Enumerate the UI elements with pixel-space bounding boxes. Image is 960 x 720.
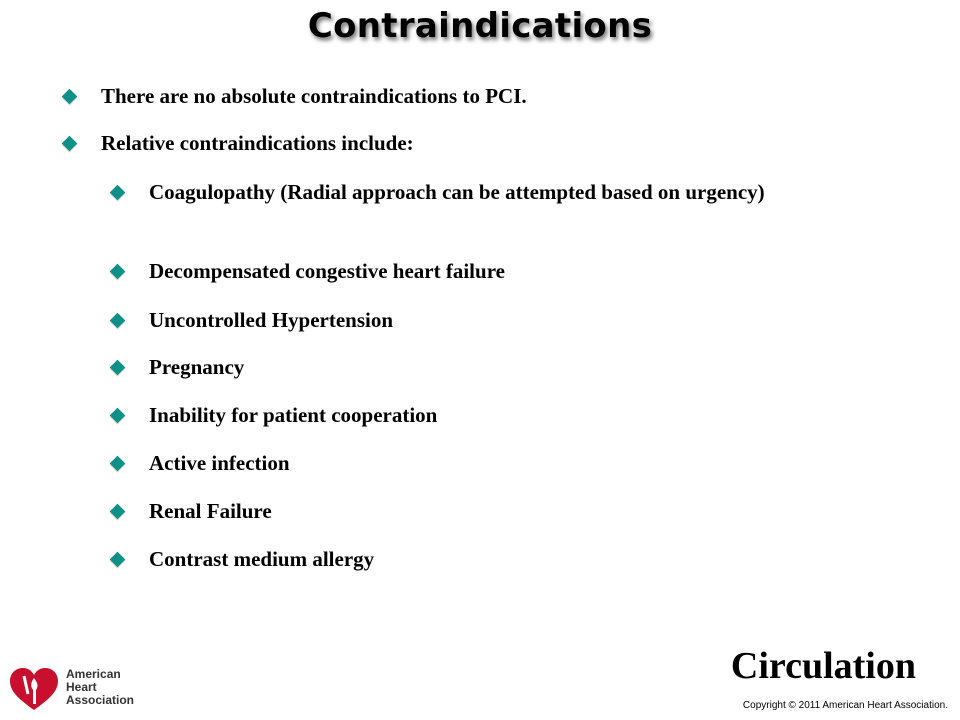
bullet-text: Pregnancy bbox=[149, 355, 245, 379]
bullet-text: Relative contraindications include: bbox=[101, 131, 414, 155]
diamond-bullet-icon bbox=[110, 313, 126, 329]
diamond-bullet-icon bbox=[110, 360, 126, 376]
slide-title: Contraindications bbox=[307, 6, 653, 46]
bullet-text: Decompensated congestive heart failure bbox=[149, 259, 505, 283]
bullet-item bbox=[149, 449, 849, 477]
copyright-notice: Copyright © 2011 American Heart Association. bbox=[742, 700, 948, 711]
bullet-item bbox=[149, 306, 849, 334]
bullet-item bbox=[149, 401, 849, 429]
aha-logo-text bbox=[66, 668, 134, 707]
aha-logo bbox=[6, 664, 146, 714]
diamond-bullet-icon bbox=[110, 185, 126, 201]
heart-torch-icon bbox=[6, 664, 62, 714]
diamond-bullet-icon bbox=[110, 456, 126, 472]
diamond-bullet-icon bbox=[110, 264, 126, 280]
logo-line: Association bbox=[66, 693, 135, 707]
diamond-bullet-icon bbox=[62, 136, 78, 152]
bullet-item bbox=[149, 257, 849, 285]
bullet-text: There are no absolute contraindications to PCI. bbox=[101, 84, 527, 108]
bullet-text: Contrast medium allergy bbox=[149, 547, 375, 571]
logo-line: Heart bbox=[66, 680, 97, 694]
bullet-item bbox=[149, 545, 849, 573]
bullet-item bbox=[101, 129, 901, 157]
diamond-bullet-icon bbox=[110, 408, 126, 424]
logo-line: American bbox=[66, 667, 121, 681]
bullet-item bbox=[101, 82, 901, 110]
bullet-item bbox=[149, 353, 849, 381]
bullet-text: Active infection bbox=[149, 451, 290, 475]
bullet-text: Uncontrolled Hypertension bbox=[149, 308, 394, 332]
diamond-bullet-icon bbox=[110, 504, 126, 520]
journal-name: Circulation bbox=[730, 645, 916, 687]
bullet-item bbox=[149, 497, 849, 525]
bullet-text: Coagulopathy (Radial approach can be attempted based on urgency) bbox=[149, 180, 765, 204]
bullet-item bbox=[149, 178, 849, 206]
bullet-text: Renal Failure bbox=[149, 499, 272, 523]
diamond-bullet-icon bbox=[110, 552, 126, 568]
diamond-bullet-icon bbox=[62, 89, 78, 105]
bullet-text: Inability for patient cooperation bbox=[149, 403, 438, 427]
